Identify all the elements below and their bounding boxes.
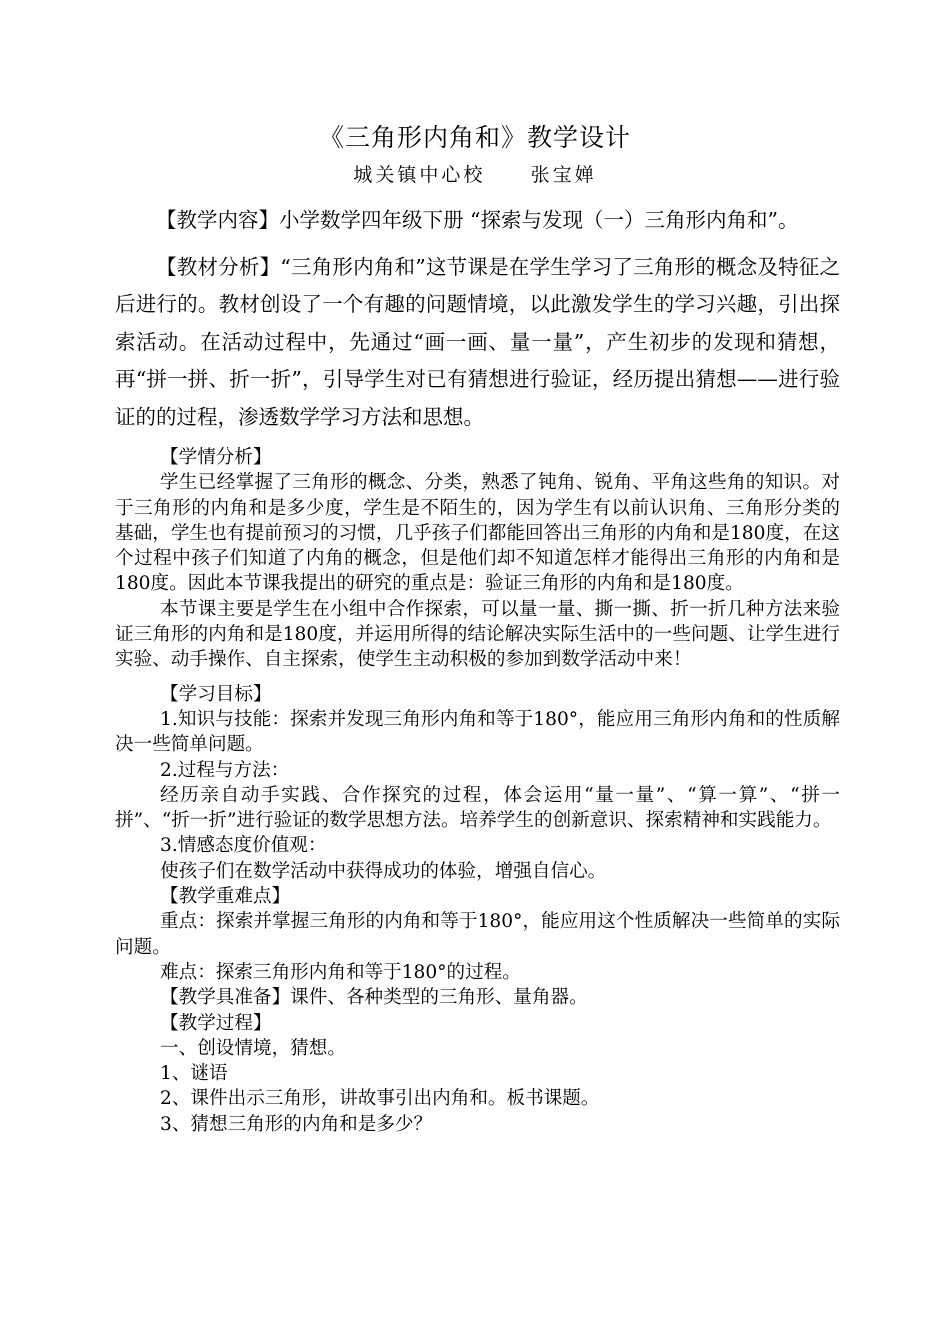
process-step-title: 一、创设情境，猜想。 [160,1037,346,1059]
difficult-point: 难点：探索三角形内角和等于180°的过程。 [160,961,521,983]
process-item: 1、谜语 [160,1063,228,1085]
teaching-content-paragraph [115,202,840,240]
teaching-content-label: 【教学内容】 [156,208,279,232]
goal-attitude-text: 使孩子们在数学活动中获得成功的体验，增强自信心。 [160,860,607,882]
body-section [115,445,840,1137]
learning-goals-heading: 【学习目标】 [160,683,272,705]
student-analysis-heading: 【学情分析】 [160,447,272,468]
key-difficult-heading: 【教学重难点】 [160,886,291,908]
teaching-prep-label: 【教学具准备】 [160,987,291,1009]
goal-attitude-title: 3.情感态度价值观： [160,835,327,857]
material-analysis-text: “三角形内角和”这节课是在学生学习了三角形的概念及特征之后进行的。教材创设了一个有趣的问题情境，以此激发学生的学习兴趣，引出探索活动。在活动过程中，先通过“画一画、量一量”，产生初步的发现和猜想，再“拼一拼、折一折”，引导学生对已有猜想进行验证，经历提出猜想——进行验证的的过程，渗透数学学习方法和思想。 [115,254,840,429]
key-point: 重点：探索并掌握三角形的内角和等于180°，能应用这个性质解决一些简单的实际问题。 [115,911,840,958]
document-title: 《三角形内角和》教学设计 [318,123,631,152]
student-analysis-paragraph-1: 学生已经掌握了三角形的概念、分类，熟悉了钝角、锐角、平角这些角的知识。对于三角形的内角和是多少度，学生是不陌生的，因为学生有以前认识角、三角形分类的基础，学生也有提前预习的习惯，几乎孩子们都能回答出三角形的内角和是180度，在这个过程中孩子们知道了内角的概念，但是他们却不知道怎样才能得出三角形的内角和是180度。因此本节课我提出的研究的重点是：验证三角形的内角和是180度。 [115,472,840,595]
author-line: 城关镇中心校 张宝婵 [353,164,597,186]
intro-section [115,202,840,436]
process-item: 2、课件出示三角形，讲故事引出内角和。板书课题。 [160,1088,600,1110]
section-gap [115,673,840,682]
teaching-prep [115,985,840,1010]
teaching-prep-text: 课件、各种类型的三角形、量角器。 [290,987,588,1009]
goal-process-text: 经历亲自动手实践、合作探究的过程，体会运用“量一量”、“算一算”、“拼一拼”、“折一折”进行验证的数学思想方法。培养学生的创新意识、探索精神和实践能力。 [115,784,840,832]
teaching-process-heading: 【教学过程】 [160,1012,272,1034]
goal-knowledge: 1.知识与技能：探索并发现三角形内角和等于180°，能应用三角形内角和的性质解决一些简单问题。 [115,708,840,756]
goal-process-title: 2.过程与方法： [160,759,290,781]
teaching-content-text: 小学数学四年级下册 “探索与发现（一）三角形内角和”。 [279,208,799,232]
material-analysis-paragraph [115,249,840,437]
student-analysis-paragraph-2: 本节课主要是学生在小组中合作探索，可以量一量、撕一撕、折一折几种方法来验证三角形的内角和是180度，并运用所得的结论解决实际生活中的一些问题、让学生进行实验、动手操作、自主探索，使学生主动积极的参加到数学活动中来！ [115,598,840,671]
material-analysis-label: 【教材分析】 [156,254,281,279]
process-item: 3、猜想三角形的内角和是多少？ [160,1113,433,1135]
